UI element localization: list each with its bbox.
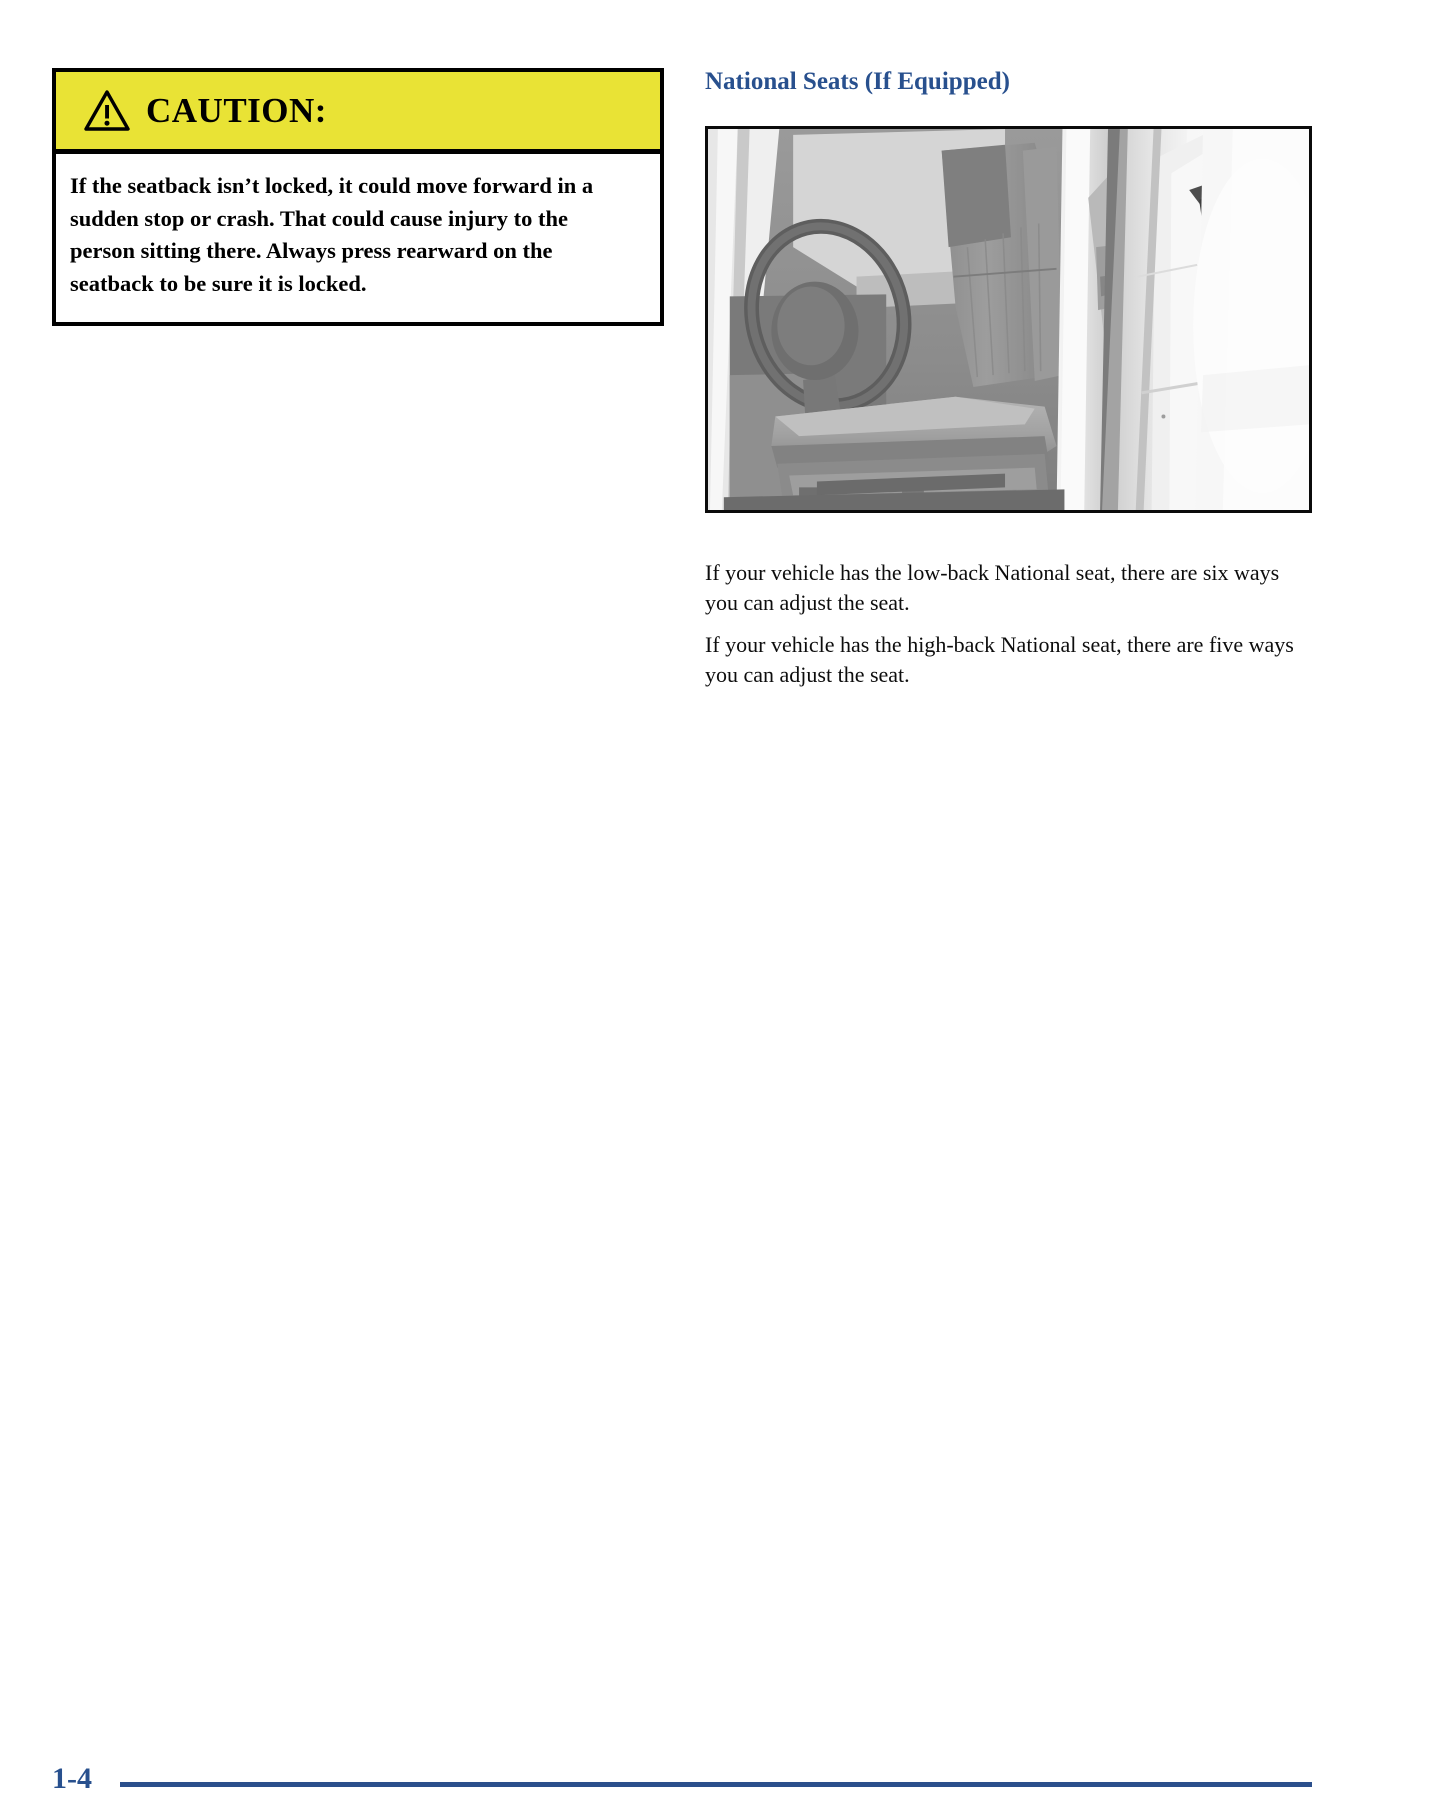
- paragraph-low-back-seat-text: If your vehicle has the low-back National seat, there are six ways you can adjust the seat.: [705, 560, 1280, 615]
- paragraph-low-back-seat: [705, 558, 1317, 618]
- caution-title: CAUTION:: [146, 91, 327, 130]
- caution-header: [56, 72, 660, 154]
- warning-triangle-icon: [84, 90, 130, 132]
- section-heading: National Seats (If Equipped): [705, 68, 1010, 95]
- caution-body-text: If the seatback isn’t locked, it could move forward in a sudden stop or crash. That could cause injury to the person sitting there. Always press rearward on the seatback to be sure it is locked.: [70, 173, 594, 296]
- footer-rule: [120, 1782, 1312, 1787]
- page-number: 1-4: [52, 1762, 92, 1795]
- paragraph-high-back-seat: [705, 630, 1317, 690]
- caution-box: [52, 68, 664, 326]
- page-footer: [0, 880, 1445, 1795]
- truck-cab-national-seat-photo: [705, 126, 1312, 513]
- seat-photo-illustration: [708, 129, 1309, 510]
- paragraph-high-back-seat-text: If your vehicle has the high-back National seat, there are five ways you can adjust the seat.: [705, 632, 1294, 687]
- caution-body: [56, 154, 660, 322]
